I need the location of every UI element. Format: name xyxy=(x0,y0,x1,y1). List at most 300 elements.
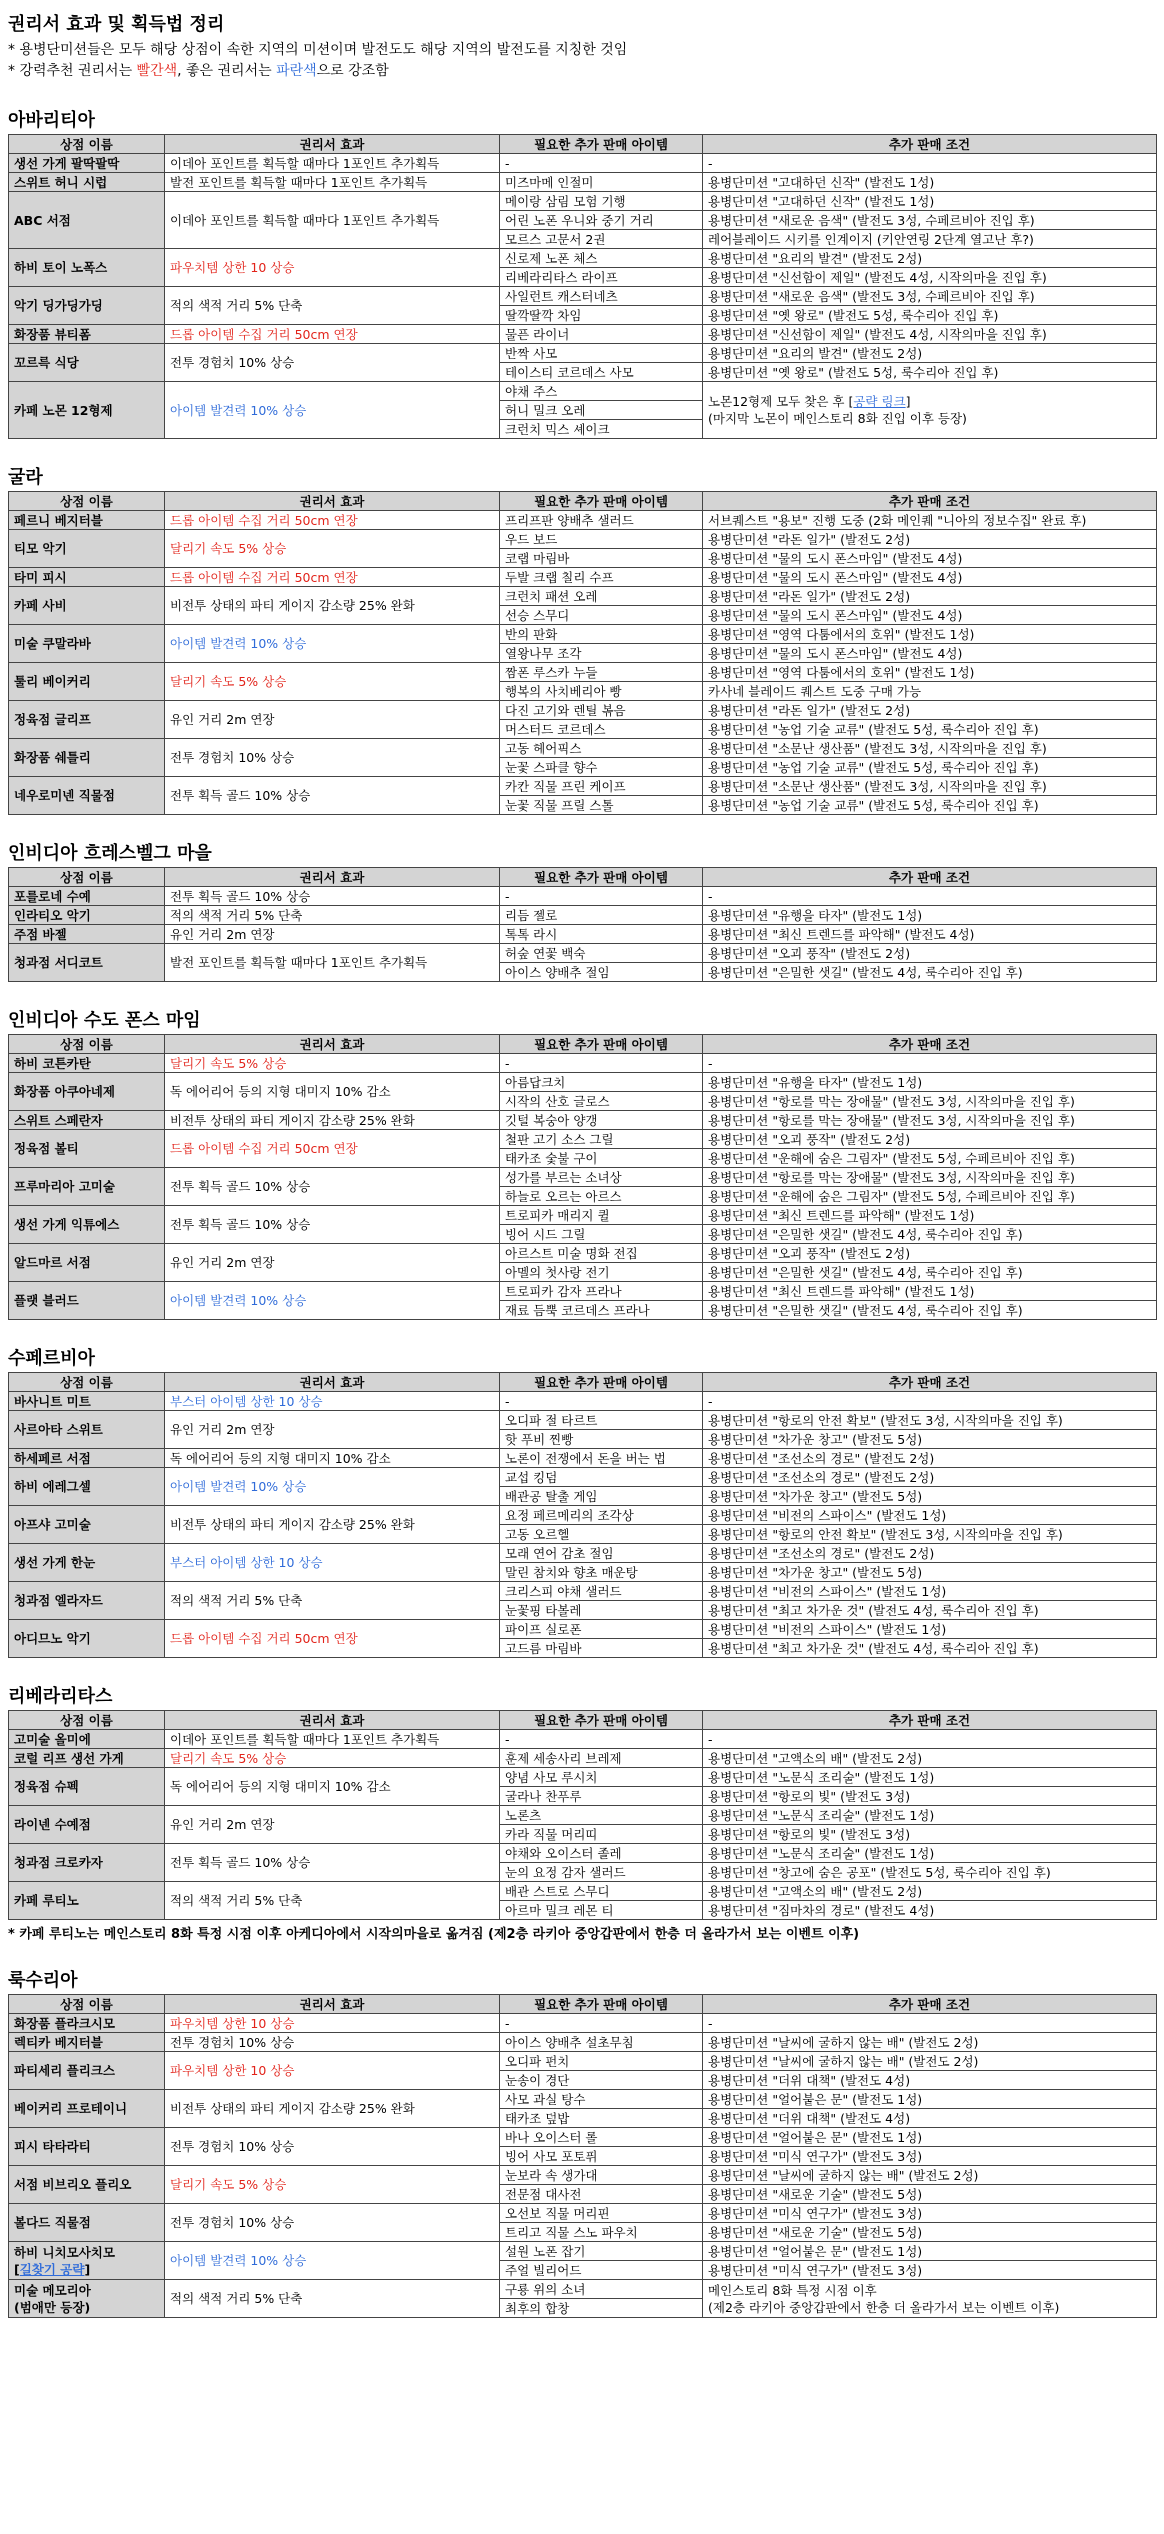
sale-condition: 용병단미션 "최신 트렌드를 파악해" (발전도 4성) xyxy=(703,925,1157,944)
sale-condition: 용병단미션 "소문난 생산품" (발전도 3성, 시작의마을 진입 후) xyxy=(703,739,1157,758)
column-header: 필요한 추가 판매 아이템 xyxy=(500,1035,703,1054)
sale-condition: 용병단미션 "항로의 빛" (발전도 3성) xyxy=(703,1825,1157,1844)
shop-name-text: 스위트 스페란자 xyxy=(14,1112,103,1128)
shop-name-text: 알드마르 서점 xyxy=(14,1255,91,1270)
table-header-row xyxy=(9,1373,1157,1392)
sale-condition: 용병단미션 "옛 왕로" (발전도 5성, 룩수리아 진입 후) xyxy=(703,306,1157,325)
shop-name-text: 베이커리 프로테이니 xyxy=(14,2101,128,2116)
shop-name-text: 툴리 베이커리 xyxy=(14,674,91,689)
required-item: - xyxy=(500,2014,703,2033)
sale-condition: 용병단미션 "새로운 기술" (발전도 5성) xyxy=(703,2223,1157,2242)
table-row xyxy=(9,192,1157,211)
shop-effect: 파우치템 상한 10 상승 xyxy=(165,2014,500,2033)
column-header: 권리서 효과 xyxy=(165,135,500,154)
required-item: 아르마 밀크 레몬 티 xyxy=(500,1901,703,1920)
shop-effect: 아이템 발견력 10% 상승 xyxy=(165,2242,500,2280)
sale-condition: 용병단미션 "미식 연구가" (발전도 3성) xyxy=(703,2261,1157,2280)
required-item: 배관공 탈출 게임 xyxy=(500,1487,703,1506)
sale-condition: 레어블레이드 시키를 인계이지 (키안연링 2단계 열고난 후?) xyxy=(703,230,1157,249)
required-item: 테이스티 코르데스 사모 xyxy=(500,363,703,382)
sale-condition: 용병단미션 "항로를 막는 장애물" (발전도 3성, 시작의마을 진입 후) xyxy=(703,1168,1157,1187)
table-header-row xyxy=(9,1035,1157,1054)
shop-name xyxy=(9,2033,165,2052)
shop-name xyxy=(9,154,165,173)
required-item: 깃털 복숭아 양갱 xyxy=(500,1111,703,1130)
shop-name-text: 악기 딩가딩가딩 xyxy=(14,298,103,313)
shop-name xyxy=(9,1749,165,1768)
required-item: 노론이 전쟁에서 돈을 버는 법 xyxy=(500,1449,703,1468)
guide-link[interactable]: 공략 링크 xyxy=(853,394,906,409)
region-title: 아바리티아 xyxy=(8,110,95,131)
shop-name xyxy=(9,1130,165,1168)
table-row xyxy=(9,249,1157,268)
required-item: 다진 고기와 렌틸 볶음 xyxy=(500,701,703,720)
shop-name xyxy=(9,1206,165,1244)
shop-name-text: 카페 루티노 xyxy=(14,1893,79,1908)
sale-condition: 용병단미션 "조선소의 경로" (발전도 2성) xyxy=(703,1544,1157,1563)
shop-name xyxy=(9,1392,165,1411)
shop-effect: 달리기 속도 5% 상승 xyxy=(165,1749,500,1768)
required-item: 우드 보드 xyxy=(500,530,703,549)
shop-name-text: 화장품 플라크시모 xyxy=(14,2015,115,2031)
required-item: 눈송이 경단 xyxy=(500,2071,703,2090)
shop-effect: 달리기 속도 5% 상승 xyxy=(165,530,500,568)
column-header: 상점 이름 xyxy=(9,1035,165,1054)
region-table xyxy=(8,491,1157,815)
sale-condition: 용병단미션 "영역 다툼에서의 호위" (발전도 1성) xyxy=(703,625,1157,644)
shop-name xyxy=(9,1073,165,1111)
shop-name xyxy=(9,325,165,344)
shop-name xyxy=(9,701,165,739)
required-item: 카칸 직물 프린 케이프 xyxy=(500,777,703,796)
required-item: 굴라나 찬푸루 xyxy=(500,1787,703,1806)
required-item: 야채 주스 xyxy=(500,382,703,401)
shop-effect: 전투 획득 골드 10% 상승 xyxy=(165,887,500,906)
shop-name xyxy=(9,1411,165,1449)
column-header: 상점 이름 xyxy=(9,492,165,511)
sale-condition: 용병단미션 "물의 도시 폰스마임" (발전도 4성) xyxy=(703,606,1157,625)
column-header: 상점 이름 xyxy=(9,868,165,887)
required-item: 사모 과실 탕수 xyxy=(500,2090,703,2109)
required-item: 눈보라 속 생가대 xyxy=(500,2166,703,2185)
note-legend-mid: , 좋은 권리서는 xyxy=(177,63,277,79)
guide-link[interactable]: 길찾기 공략 xyxy=(19,2261,85,2277)
shop-name xyxy=(9,1544,165,1582)
region-section xyxy=(8,841,1156,982)
shop-name-text: 미술 쿠말라바 xyxy=(14,636,91,651)
shop-name xyxy=(9,192,165,249)
required-item: 모르스 고문서 2권 xyxy=(500,230,703,249)
page-title: 권리서 효과 및 획득법 정리 xyxy=(8,14,225,35)
shop-name xyxy=(9,1111,165,1130)
shop-effect: 전투 경험치 10% 상승 xyxy=(165,344,500,382)
column-header: 권리서 효과 xyxy=(165,492,500,511)
column-header: 추가 판매 조건 xyxy=(703,492,1157,511)
shop-effect: 전투 획득 골드 10% 상승 xyxy=(165,1844,500,1882)
shop-effect: 전투 획득 골드 10% 상승 xyxy=(165,777,500,815)
required-item: 태카조 덮밥 xyxy=(500,2109,703,2128)
column-header: 권리서 효과 xyxy=(165,1711,500,1730)
sale-condition: 용병단미션 "라돈 일가" (발전도 2성) xyxy=(703,587,1157,606)
table-row xyxy=(9,568,1157,587)
shop-name-text: 정육점 슈펙 xyxy=(14,1779,79,1794)
required-item: 열왕나무 조각 xyxy=(500,644,703,663)
required-item: 허니 밀크 오레 xyxy=(500,401,703,420)
shop-name-text: 하비 토이 노폭스 xyxy=(14,260,108,275)
shop-effect: 부스터 아이템 상한 10 상승 xyxy=(165,1392,500,1411)
sale-condition: 용병단미션 "노문식 조리술" (발전도 1성) xyxy=(703,1768,1157,1787)
table-row xyxy=(9,511,1157,530)
table-row xyxy=(9,625,1157,644)
table-row xyxy=(9,1506,1157,1525)
sale-condition: 용병단미션 "물의 도시 폰스마임" (발전도 4성) xyxy=(703,568,1157,587)
region-section xyxy=(8,1008,1156,1320)
shop-name-text: 바사니트 미트 xyxy=(14,1393,91,1409)
required-item: 파이프 실로폰 xyxy=(500,1620,703,1639)
table-row xyxy=(9,906,1157,925)
table-row xyxy=(9,2166,1157,2185)
shop-name-text: 정육점 글리프 xyxy=(14,712,91,727)
required-item: 선승 스무디 xyxy=(500,606,703,625)
shop-name xyxy=(9,1882,165,1920)
sale-condition: 용병단미션 "요리의 발견" (발전도 2성) xyxy=(703,249,1157,268)
column-header: 필요한 추가 판매 아이템 xyxy=(500,135,703,154)
shop-effect: 적의 색적 거리 5% 단축 xyxy=(165,1882,500,1920)
sale-condition: 용병단미션 "항로를 막는 장애물" (발전도 3성, 시작의마을 진입 후) xyxy=(703,1092,1157,1111)
table-row xyxy=(9,2033,1157,2052)
region-section xyxy=(8,1968,1156,2318)
sale-condition: 용병단미션 "옛 왕로" (발전도 5성, 룩수리아 진입 후) xyxy=(703,363,1157,382)
sale-condition: 용병단미션 "소문난 생산품" (발전도 3성, 시작의마을 진입 후) xyxy=(703,777,1157,796)
shop-name-text: 스위트 허니 시럽 xyxy=(14,174,108,190)
shop-effect: 전투 경험치 10% 상승 xyxy=(165,2128,500,2166)
shop-name xyxy=(9,1244,165,1282)
required-item: 눈꽃핑 타볼레 xyxy=(500,1601,703,1620)
shop-name-text: 미술 메모리아 xyxy=(14,2282,91,2298)
required-item: 트로피카 감자 프라나 xyxy=(500,1282,703,1301)
shop-effect: 적의 색적 거리 5% 단축 xyxy=(165,287,500,325)
column-header: 상점 이름 xyxy=(9,1995,165,2014)
region-table xyxy=(8,1034,1157,1320)
shop-name-text: 네우로미넨 직물점 xyxy=(14,788,115,803)
shop-name xyxy=(9,587,165,625)
column-header: 추가 판매 조건 xyxy=(703,1995,1157,2014)
shop-name-text: 코럴 리프 생선 가게 xyxy=(14,1750,124,1766)
required-item: 반의 판화 xyxy=(500,625,703,644)
required-item: 트로피카 매리지 퀼 xyxy=(500,1206,703,1225)
shop-name xyxy=(9,530,165,568)
shop-effect: 부스터 아이템 상한 10 상승 xyxy=(165,1544,500,1582)
required-item: - xyxy=(500,1730,703,1749)
table-row xyxy=(9,925,1157,944)
shop-effect: 아이템 발견력 10% 상승 xyxy=(165,1282,500,1320)
sale-condition: - xyxy=(703,2014,1157,2033)
sale-condition: 용병단미션 "신선함이 제일" (발전도 4성, 시작의마을 진입 후) xyxy=(703,325,1157,344)
shop-name xyxy=(9,625,165,663)
shop-name-text: 주점 바젤 xyxy=(14,926,67,942)
sale-condition: 용병단미션 "얼어붙은 문" (발전도 1성) xyxy=(703,2242,1157,2261)
required-item: 설원 노폰 잡기 xyxy=(500,2242,703,2261)
shop-name-text: 화장품 뷰티폼 xyxy=(14,326,91,342)
required-item: 전문점 대사전 xyxy=(500,2185,703,2204)
table-row xyxy=(9,1749,1157,1768)
required-item: 반짝 사모 xyxy=(500,344,703,363)
note-legend-red: 빨간색 xyxy=(136,63,178,79)
column-header: 추가 판매 조건 xyxy=(703,868,1157,887)
sale-condition: 용병단미션 "은밀한 샛길" (발전도 4성, 룩수리아 진입 후) xyxy=(703,1263,1157,1282)
column-header: 추가 판매 조건 xyxy=(703,1711,1157,1730)
required-item: 두발 크랩 칠리 수프 xyxy=(500,568,703,587)
shop-name xyxy=(9,249,165,287)
sale-condition: 용병단미션 "오괴 풍작" (발전도 2성) xyxy=(703,944,1157,963)
shop-effect: 유인 거리 2m 연장 xyxy=(165,925,500,944)
shop-name xyxy=(9,2052,165,2090)
table-row xyxy=(9,2242,1157,2261)
sale-condition: 용병단미션 "고대하던 신작" (발전도 1성) xyxy=(703,173,1157,192)
column-header: 권리서 효과 xyxy=(165,1035,500,1054)
note-legend-pre: * 강력추천 권리서는 xyxy=(8,63,137,79)
shop-name: 하비 니치모사치모 [길찾기 공략] xyxy=(9,2242,165,2280)
shop-name xyxy=(9,663,165,701)
sale-condition: 용병단미션 "농업 기술 교류" (발전도 5성, 룩수리아 진입 후) xyxy=(703,796,1157,815)
required-item: 교섭 킹덤 xyxy=(500,1468,703,1487)
required-item: 훈제 세송사리 브레제 xyxy=(500,1749,703,1768)
sale-condition: 용병단미션 "라돈 일가" (발전도 2성) xyxy=(703,701,1157,720)
region-section xyxy=(8,108,1156,439)
sale-condition: 용병단미션 "차가운 창고" (발전도 5성) xyxy=(703,1563,1157,1582)
sale-condition: - xyxy=(703,154,1157,173)
shop-name-text: 청과점 크로카자 xyxy=(14,1855,103,1870)
shop-effect: 드롭 아이템 수집 거리 50cm 연장 xyxy=(165,1620,500,1658)
required-item: 요정 페르메리의 조각상 xyxy=(500,1506,703,1525)
required-item: 시작의 산호 글로스 xyxy=(500,1092,703,1111)
required-item: 눈꽃 직물 프릴 스톨 xyxy=(500,796,703,815)
shop-name-text: 카페 노몬 12형제 xyxy=(14,402,113,418)
table-row xyxy=(9,154,1157,173)
shop-effect: 달리기 속도 5% 상승 xyxy=(165,1054,500,1073)
sale-condition: 용병단미션 "새로운 기술" (발전도 5성) xyxy=(703,2185,1157,2204)
sale-condition: 용병단미션 "농업 기술 교류" (발전도 5성, 룩수리아 진입 후) xyxy=(703,758,1157,777)
shop-name xyxy=(9,568,165,587)
shop-effect: 드롭 아이템 수집 거리 50cm 연장 xyxy=(165,568,500,587)
table-row xyxy=(9,1073,1157,1092)
sale-condition: 용병단미션 "노문식 조리술" (발전도 1성) xyxy=(703,1806,1157,1825)
shop-effect: 적의 색적 거리 5% 단축 xyxy=(165,906,500,925)
sale-condition: 용병단미션 "차가운 창고" (발전도 5성) xyxy=(703,1430,1157,1449)
shop-name-text: 화장품 아쿠아네제 xyxy=(14,1084,115,1099)
sale-condition: 용병단미션 "유행을 타자" (발전도 1성) xyxy=(703,1073,1157,1092)
sale-condition xyxy=(703,382,1157,439)
required-item: 크런치 패션 오레 xyxy=(500,587,703,606)
required-item: 오선보 직물 머리핀 xyxy=(500,2204,703,2223)
column-header: 필요한 추가 판매 아이템 xyxy=(500,492,703,511)
required-item: 아이스 양배추 설초무침 xyxy=(500,2033,703,2052)
required-item: 하늘로 오르는 아르스 xyxy=(500,1187,703,1206)
shop-effect: 이데아 포인트를 획득할 때마다 1포인트 추가획득 xyxy=(165,192,500,249)
table-header-row xyxy=(9,135,1157,154)
sale-condition: 용병단미션 "날씨에 굴하지 않는 배" (발전도 2성) xyxy=(703,2033,1157,2052)
sections-container xyxy=(8,108,1156,2318)
shop-name xyxy=(9,2280,165,2318)
shop-effect: 전투 획득 골드 10% 상승 xyxy=(165,1206,500,1244)
sale-condition: 용병단미션 "신선함이 제일" (발전도 4성, 시작의마을 진입 후) xyxy=(703,268,1157,287)
shop-name-text: 하비 니치모사치모 xyxy=(14,2244,115,2260)
required-item: 주얼 빌리어드 xyxy=(500,2261,703,2280)
table-row xyxy=(9,1882,1157,1901)
shop-name-text: 볼다드 직물점 xyxy=(14,2215,91,2230)
sale-condition: 서브퀘스트 "용보" 진행 도중 (2화 메인퀘 "니아의 정보수집" 완료 후) xyxy=(703,511,1157,530)
required-item: 눈꽃 스파클 향수 xyxy=(500,758,703,777)
region-section xyxy=(8,465,1156,815)
shop-name-text: 플랫 블러드 xyxy=(14,1293,79,1308)
required-item: - xyxy=(500,887,703,906)
region-table xyxy=(8,1372,1157,1658)
table-row xyxy=(9,1244,1157,1263)
sale-condition: 용병단미션 "새로운 음색" (발전도 3성, 수페르비아 진입 후) xyxy=(703,211,1157,230)
shop-name-text: 하비 에레그셀 xyxy=(14,1479,91,1494)
table-row xyxy=(9,1768,1157,1787)
shop-name-text: 생선 가게 한눈 xyxy=(14,1555,96,1570)
required-item: 아르스트 미술 명화 전집 xyxy=(500,1244,703,1263)
table-row xyxy=(9,1806,1157,1825)
shop-name-text: 생선 가게 익튜에스 xyxy=(14,1217,120,1232)
table-row xyxy=(9,1544,1157,1563)
table-row xyxy=(9,173,1157,192)
shop-effect: 아이템 발견력 10% 상승 xyxy=(165,1468,500,1506)
shop-effect: 독 에어리어 등의 지형 대미지 10% 감소 xyxy=(165,1449,500,1468)
table-header-row xyxy=(9,868,1157,887)
shop-effect: 파우치템 상한 10 상승 xyxy=(165,2052,500,2090)
sale-condition-line: (제2층 라키아 중앙갑판에서 한층 더 올라가서 보는 이벤트 이후) xyxy=(708,2299,1060,2315)
region-section xyxy=(8,1684,1156,1942)
required-item: 눈의 요정 감자 샐러드 xyxy=(500,1863,703,1882)
sale-condition: 용병단미션 "최고 차가운 것" (발전도 4성, 룩수리아 진입 후) xyxy=(703,1601,1157,1620)
shop-effect: 아이템 발견력 10% 상승 xyxy=(165,625,500,663)
required-item: 트리고 직물 스노 파우치 xyxy=(500,2223,703,2242)
shop-effect: 달리기 속도 5% 상승 xyxy=(165,2166,500,2204)
sale-condition: 용병단미션 "항로를 막는 장애물" (발전도 3성, 시작의마을 진입 후) xyxy=(703,1111,1157,1130)
shop-name xyxy=(9,1806,165,1844)
sale-condition xyxy=(703,2280,1157,2318)
table-row xyxy=(9,1392,1157,1411)
required-item: 철판 고기 소스 그릴 xyxy=(500,1130,703,1149)
shop-effect: 달리기 속도 5% 상승 xyxy=(165,663,500,701)
sale-condition: 용병단미션 "얼어붙은 문" (발전도 1성) xyxy=(703,2090,1157,2109)
table-row xyxy=(9,1282,1157,1301)
required-item: 물픈 라이너 xyxy=(500,325,703,344)
required-item: 노론츠 xyxy=(500,1806,703,1825)
shop-name-text: 페르니 베지터블 xyxy=(14,512,103,528)
required-item: 양념 사모 루시치 xyxy=(500,1768,703,1787)
required-item: 고동 오르헬 xyxy=(500,1525,703,1544)
shop-effect: 유인 거리 2m 연장 xyxy=(165,1244,500,1282)
required-item: 오디파 절 타르트 xyxy=(500,1411,703,1430)
shop-name-text: 고미술 올미에 xyxy=(14,1731,91,1747)
column-header: 필요한 추가 판매 아이템 xyxy=(500,1711,703,1730)
sale-condition: 용병단미션 "더위 대책" (발전도 4성) xyxy=(703,2109,1157,2128)
required-item: - xyxy=(500,154,703,173)
required-item: 바나 오이스터 롤 xyxy=(500,2128,703,2147)
shop-effect: 전투 경험치 10% 상승 xyxy=(165,2033,500,2052)
required-item: 재료 듬뿍 코르데스 프라나 xyxy=(500,1301,703,1320)
sale-condition: 용병단미션 "항로의 안전 확보" (발전도 3성, 시작의마을 진입 후) xyxy=(703,1411,1157,1430)
shop-effect: 전투 획득 골드 10% 상승 xyxy=(165,1168,500,1206)
required-item: 태카조 숯불 구이 xyxy=(500,1149,703,1168)
shop-name-text: 렉티카 베지터블 xyxy=(14,2034,103,2050)
shop-name xyxy=(9,1054,165,1073)
column-header: 권리서 효과 xyxy=(165,868,500,887)
sale-condition-line: 노몬12형제 모두 찾은 후 [공략 링크] xyxy=(708,394,911,409)
required-item: 짬폰 루스카 누들 xyxy=(500,663,703,682)
sale-condition: 용병단미션 "노문식 조리술" (발전도 1성) xyxy=(703,1844,1157,1863)
table-row xyxy=(9,287,1157,306)
table-row xyxy=(9,2052,1157,2071)
sale-condition: 용병단미션 "창고에 숨은 공포" (발전도 5성, 룩수리아 진입 후) xyxy=(703,1863,1157,1882)
required-item: 어린 노폰 우니와 중기 거리 xyxy=(500,211,703,230)
required-item: 모래 연어 감초 절임 xyxy=(500,1544,703,1563)
required-item: 구룡 위의 소녀 xyxy=(500,2280,703,2299)
table-row xyxy=(9,1620,1157,1639)
shop-effect: 드롭 아이템 수집 거리 50cm 연장 xyxy=(165,325,500,344)
shop-name xyxy=(9,287,165,325)
table-row xyxy=(9,1468,1157,1487)
sale-condition: 용병단미션 "오괴 풍작" (발전도 2성) xyxy=(703,1244,1157,1263)
shop-name-text: 생선 가게 팔딱팔딱 xyxy=(14,155,120,171)
region-title: 룩수리아 xyxy=(8,1970,78,1991)
column-header: 상점 이름 xyxy=(9,135,165,154)
shop-effect: 독 에어리어 등의 지형 대미지 10% 감소 xyxy=(165,1768,500,1806)
shop-effect: 아이템 발견력 10% 상승 xyxy=(165,382,500,439)
table-row xyxy=(9,1449,1157,1468)
required-item: 톡톡 라시 xyxy=(500,925,703,944)
shop-effect: 발전 포인트를 획득할 때마다 1포인트 추가획득 xyxy=(165,944,500,982)
shop-name xyxy=(9,1468,165,1506)
shop-name-text: 서점 비브리오 플리오 xyxy=(14,2177,132,2192)
region-table xyxy=(8,134,1157,439)
required-item: 아이스 양배추 절임 xyxy=(500,963,703,982)
shop-name xyxy=(9,2014,165,2033)
table-row xyxy=(9,2014,1157,2033)
required-item: 아름답크치 xyxy=(500,1073,703,1092)
table-row xyxy=(9,1054,1157,1073)
shop-name xyxy=(9,1506,165,1544)
table-row xyxy=(9,1730,1157,1749)
table-row xyxy=(9,1844,1157,1863)
sale-condition: 용병단미션 "운해에 숨은 그림자" (발전도 5성, 수페르비아 진입 후) xyxy=(703,1187,1157,1206)
shop-name xyxy=(9,1582,165,1620)
required-item: 카라 직물 머리띠 xyxy=(500,1825,703,1844)
shop-effect: 유인 거리 2m 연장 xyxy=(165,1411,500,1449)
shop-name xyxy=(9,1730,165,1749)
shop-name-text: 카페 사비 xyxy=(14,598,67,613)
shop-name xyxy=(9,2166,165,2204)
shop-effect: 이데아 포인트를 획득할 때마다 1포인트 추가획득 xyxy=(165,1730,500,1749)
sale-condition: 용병단미션 "더위 대책" (발전도 4성) xyxy=(703,2071,1157,2090)
column-header: 필요한 추가 판매 아이템 xyxy=(500,868,703,887)
shop-effect: 적의 색적 거리 5% 단축 xyxy=(165,2280,500,2318)
required-item: 리베라리타스 라이프 xyxy=(500,268,703,287)
sale-condition: 용병단미션 "날씨에 굴하지 않는 배" (발전도 2성) xyxy=(703,2166,1157,2185)
required-item: 프리프판 양배추 샐러드 xyxy=(500,511,703,530)
column-header: 상점 이름 xyxy=(9,1711,165,1730)
shop-name xyxy=(9,944,165,982)
shop-name xyxy=(9,1168,165,1206)
shop-effect: 드롭 아이템 수집 거리 50cm 연장 xyxy=(165,1130,500,1168)
required-item: 아멜의 첫사랑 전기 xyxy=(500,1263,703,1282)
sale-condition: 용병단미션 "물의 도시 폰스마임" (발전도 4성) xyxy=(703,549,1157,568)
shop-name-text: 포를로네 수예 xyxy=(14,888,91,904)
note-region-scope: * 용병단미션들은 모두 해당 상점이 속한 지역의 미션이며 발전도도 해당 지역의 발전도를 지칭한 것임 xyxy=(8,42,628,58)
